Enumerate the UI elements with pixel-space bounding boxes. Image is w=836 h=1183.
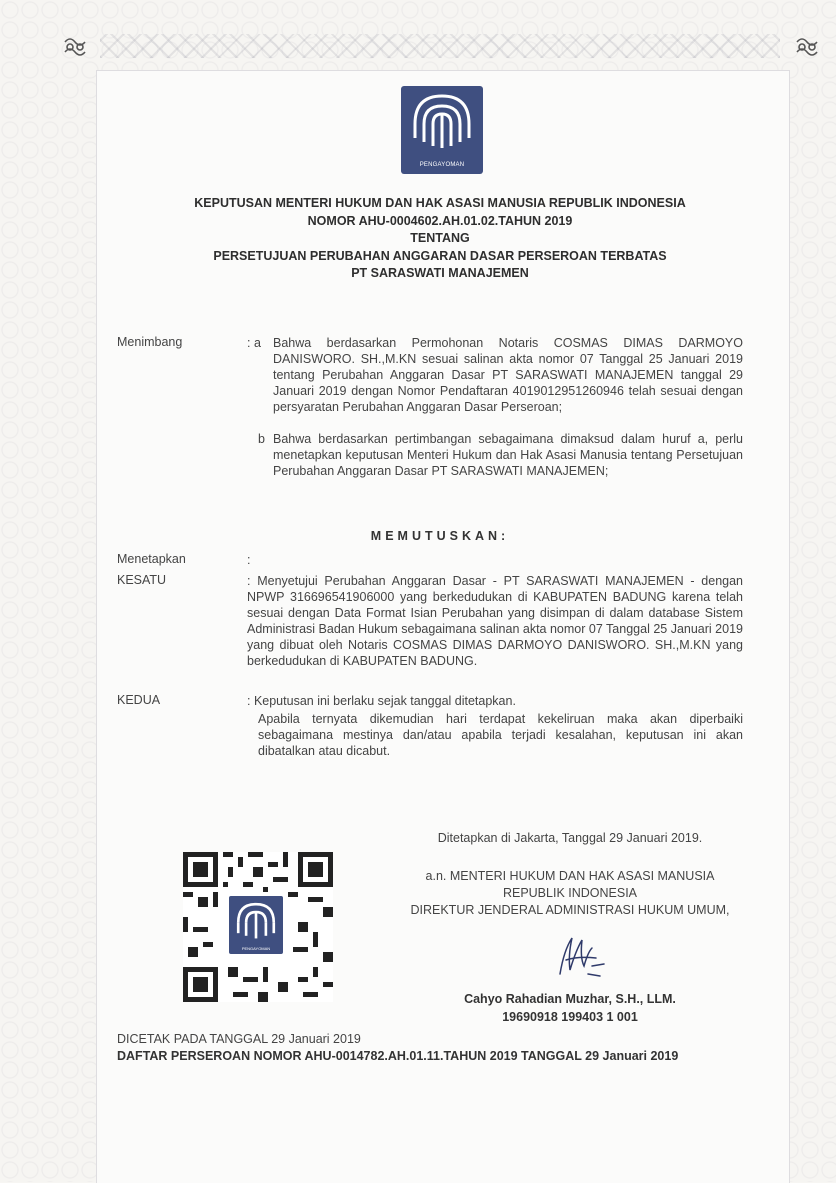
- pengayoman-tree-icon: [229, 896, 283, 944]
- emblem-label: PENGAYOMAN: [419, 162, 465, 168]
- office-line: REPUBLIK INDONESIA: [502, 886, 638, 900]
- office-line: a.n. MENTERI HUKUM DAN HAK ASASI MANUSIA: [425, 869, 715, 883]
- menetapkan-label: Menetapkan: [117, 552, 186, 566]
- ornament-icon: [794, 34, 820, 60]
- printed-date: DICETAK PADA TANGGAL 29 Januari 2019: [117, 1032, 361, 1046]
- item-a-marker: : a: [247, 336, 261, 350]
- office-line: DIREKTUR JENDERAL ADMINISTRASI HUKUM UMUM,: [410, 903, 730, 917]
- handwritten-signature: [548, 930, 618, 980]
- pengayoman-tree-icon: [401, 86, 483, 158]
- menetapkan-colon: :: [247, 553, 251, 567]
- kedua-label: KEDUA: [117, 693, 161, 707]
- kedua-text: : Keputusan ini berlaku sejak tanggal ditetapkan.: [247, 694, 516, 708]
- company-name: PT SARASWATI MANAJEMEN: [351, 266, 529, 280]
- company-registry-number: DAFTAR PERSEROAN NOMOR AHU-0014782.AH.01.11.TAHUN 2019 TANGGAL 29 Januari 2019: [117, 1049, 679, 1063]
- decree-number: NOMOR AHU-0004602.AH.01.02.TAHUN 2019: [307, 213, 573, 228]
- signer-nip: 19690918 199403 1 001: [502, 1010, 638, 1024]
- title-line: PERSETUJUAN PERUBAHAN ANGGARAN DASAR PERSEROAN TERBATAS: [213, 248, 667, 263]
- signatory-office: [400, 868, 740, 919]
- menimbang-item-b: Bahwa berdasarkan pertimbangan sebagaimana dimaksud dalam huruf a, perlu menetapkan keputusan Menteri Hukum dan Hak Asasi Manusia tentang Persetujuan Perubahan Anggaran Dasar PT SARASWATI MANAJEMEN;: [273, 432, 743, 478]
- decorative-border: [100, 34, 780, 58]
- item-b-marker: b: [258, 432, 265, 446]
- kesatu-text: : Menyetujui Perubahan Anggaran Dasar - PT SARASWATI MANAJEMEN - dengan NPWP 316696541906000 yang berkedudukan di KABUPATEN BADUNG karena telah sesuai dengan Data Format Isian Perubahan yang disimpan di dalam database Sistem Administrasi Badan Hukum sebagaimana salinan akta nomor 07 Tanggal 25 Januari 2019 yang dibuat oleh Notaris COSMAS DIMAS DARMOYO DANISWORO. SH.,M.KN yang berkedudukan di KABUPATEN BADUNG.: [247, 574, 743, 668]
- menimbang-label: Menimbang: [117, 335, 183, 349]
- qr-center-emblem: [229, 896, 283, 954]
- signer-name: Cahyo Rahadian Muzhar, S.H., LLM.: [464, 992, 676, 1006]
- title-line: TENTANG: [410, 231, 470, 245]
- place-date-line: Ditetapkan di Jakarta, Tanggal 29 Januari 2019.: [437, 831, 703, 845]
- decree-title: [120, 195, 760, 283]
- signatory: [400, 990, 740, 1026]
- qr-emblem-label: PENGAYOMAN: [241, 946, 271, 951]
- memutuskan-heading: MEMUTUSKAN:: [370, 529, 510, 543]
- ministry-emblem: [401, 86, 483, 174]
- kesatu-label: KESATU: [117, 573, 167, 587]
- kedua-text-continued: Apabila ternyata dikemudian hari terdapat kekeliruan maka akan diperbaiki sebagaimana mestinya dan/atau apabila terjadi kesalahan, keputusan ini akan dibatalkan atau dicabut.: [258, 712, 743, 758]
- menimbang-item-a: Bahwa berdasarkan Permohonan Notaris COSMAS DIMAS DARMOYO DANISWORO. SH.,M.KN sesuai salinan akta nomor 07 Tanggal 25 Januari 2019 tentang Perubahan Anggaran Dasar PT SARASWATI MANAJEMEN tanggal 29 Januari 2019 dengan Nomor Pendaftaran 4019012951260946 telah sesuai dengan persyaratan Perubahan Anggaran Dasar Perseroan;: [273, 336, 743, 414]
- ornament-icon: [62, 34, 88, 60]
- title-line: KEPUTUSAN MENTERI HUKUM DAN HAK ASASI MANUSIA REPUBLIK INDONESIA: [194, 196, 686, 210]
